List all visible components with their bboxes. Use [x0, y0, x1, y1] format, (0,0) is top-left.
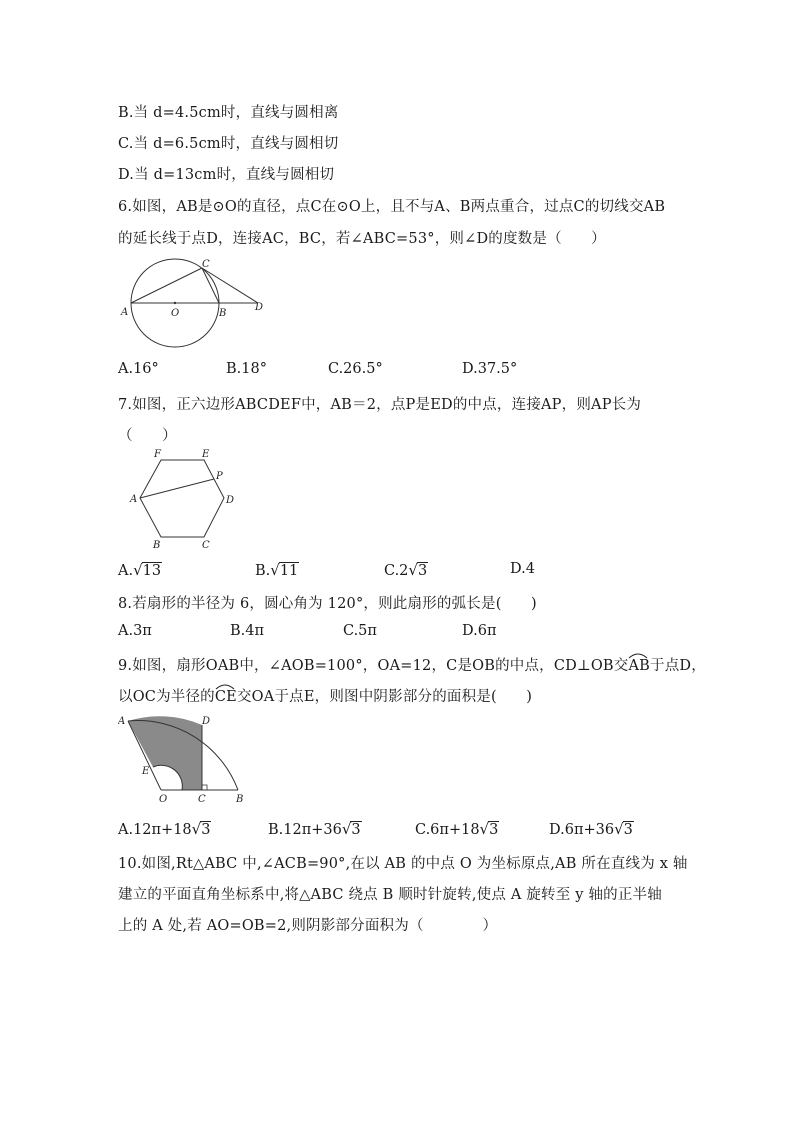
q6-stem-line1: 6.如图，AB是⊙O的直径，点C在⊙O上，且不与A、B两点重合，过点C的切线交AB — [118, 199, 666, 215]
sqrt-icon: √11 — [270, 561, 299, 579]
q6-option-a: A.16° — [118, 361, 159, 377]
arc-icon — [628, 652, 648, 659]
q6-stem-line2: 的延长线于点D，连接AC，BC，若∠ABC=53°，则∠D的度数是（ ） — [118, 231, 606, 247]
q7-option-a-prefix: A. — [118, 563, 134, 579]
sqrt-icon: √3 — [191, 820, 211, 838]
q7-label-p: P — [216, 471, 223, 482]
q6-label-b: B — [219, 308, 227, 319]
q9-arc-ce: CE — [215, 686, 237, 705]
q7-option-a-radicand: 13 — [142, 563, 162, 579]
q5-option-d: D.当 d=13cm时，直线与圆相切 — [118, 167, 335, 183]
q7-option-d: D.4 — [510, 561, 535, 577]
q10-stem-line2: 建立的平面直角坐标系中,将△ABC 绕点 B 顺时针旋转,使点 A 旋转至 y 轴的正半轴 — [118, 887, 662, 903]
q9-option-c-prefix: C.6π+18 — [415, 822, 480, 838]
q7-stem-line2: （ ） — [118, 428, 177, 444]
q5-option-c: C.当 d=6.5cm时，直线与圆相切 — [118, 136, 339, 152]
q7-option-c-prefix: C.2 — [384, 563, 409, 579]
q7-label-f: F — [154, 449, 161, 460]
q9-label-o: O — [159, 794, 168, 805]
q6-label-o: O — [171, 308, 180, 319]
q8-option-d: D.6π — [462, 623, 497, 639]
q9-label-c: C — [198, 794, 206, 805]
q7-label-c: C — [202, 540, 210, 551]
q6-label-c: C — [202, 259, 210, 270]
q9-option-a — [118, 820, 211, 838]
q9-stem-line1 — [118, 654, 706, 675]
q6-option-b: B.18° — [226, 361, 267, 377]
q9-option-c-radicand: 3 — [489, 822, 499, 838]
q7-option-b — [255, 561, 299, 579]
sqrt-icon: √3 — [408, 561, 428, 579]
q6-option-d: D.37.5° — [462, 361, 518, 377]
q9-label-d: D — [202, 716, 211, 727]
q9-option-d-prefix: D.6π+36 — [549, 822, 615, 838]
q7-option-a — [118, 561, 162, 579]
q9-stem-line2-b: 交OA于点E，则图中阴影部分的面积是( ) — [236, 689, 533, 705]
q9-option-b-radicand: 3 — [351, 822, 361, 838]
arc-icon — [215, 683, 235, 690]
q7-option-b-radicand: 11 — [279, 563, 299, 579]
q9-option-c — [415, 820, 499, 838]
q9-label-a: A — [118, 716, 126, 727]
q5-option-b: B.当 d=4.5cm时，直线与圆相离 — [118, 105, 339, 121]
q9-option-a-radicand: 3 — [201, 822, 211, 838]
q9-option-d — [549, 820, 634, 838]
q7-option-c-radicand: 3 — [417, 563, 428, 579]
q7-label-b: B — [153, 540, 161, 551]
q6-figure-circle-tangent — [118, 258, 278, 348]
q7-label-e: E — [202, 449, 210, 460]
q9-option-b-prefix: B.12π+36 — [268, 822, 342, 838]
q7-label-a: A — [130, 494, 138, 505]
q7-label-d: D — [226, 495, 235, 506]
q9-stem-line2-a: 以OC为半径的 — [118, 689, 215, 705]
q8-stem-line1: 8.若扇形的半径为 6，圆心角为 120°，则此扇形的弧长是( ) — [118, 596, 537, 612]
q7-option-b-prefix: B. — [255, 563, 271, 579]
q6-option-c: C.26.5° — [328, 361, 383, 377]
q6-label-a: A — [121, 307, 129, 318]
q9-stem-line1-b: 于点D， — [650, 658, 706, 674]
q10-stem-line1: 10.如图,Rt△ABC 中,∠ACB=90°,在以 AB 的中点 O 为坐标原点,AB 所在直线为 x 轴 — [118, 856, 688, 872]
q9-figure-sector — [118, 714, 248, 806]
q8-option-c: C.5π — [343, 623, 377, 639]
q9-option-b — [268, 820, 362, 838]
q7-figure-hexagon — [118, 446, 248, 556]
q9-arc-ab: AB — [628, 655, 650, 674]
q9-label-b: B — [236, 794, 244, 805]
q9-stem-line2 — [118, 685, 532, 706]
sqrt-icon: √3 — [614, 820, 633, 838]
sqrt-icon: √3 — [341, 820, 361, 838]
q10-stem-line3: 上的 A 处,若 AO=OB=2,则阴影部分面积为（ ） — [118, 918, 498, 934]
sqrt-icon: √3 — [479, 820, 499, 838]
q9-stem-line1-a: 9.如图，扇形OAB中，∠AOB=100°，OA=12，C是OB的中点，CD⊥OB交 — [118, 658, 629, 674]
q6-label-d: D — [255, 302, 264, 313]
q7-stem-line1: 7.如图，正六边形ABCDEF中，AB＝2，点P是ED的中点，连接AP，则AP长为 — [118, 397, 642, 413]
q9-option-a-prefix: A.12π+18 — [118, 822, 192, 838]
q8-option-a: A.3π — [118, 623, 152, 639]
q8-option-b: B.4π — [230, 623, 265, 639]
q9-option-d-radicand: 3 — [623, 822, 633, 838]
q9-label-e: E — [142, 766, 150, 777]
sqrt-icon: √13 — [133, 561, 162, 579]
q7-option-c — [384, 561, 428, 579]
